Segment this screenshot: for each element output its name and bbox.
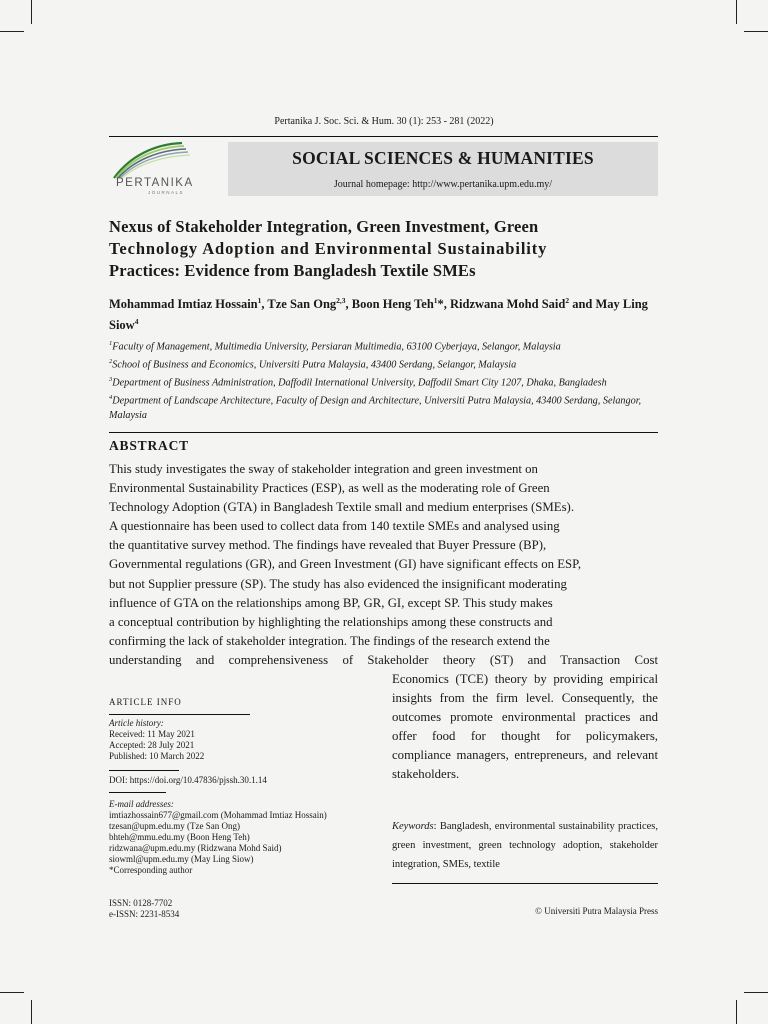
title-line: Technology Adoption and Environmental Sustainability xyxy=(109,239,548,258)
email-section xyxy=(109,799,359,876)
author-sup: 2 xyxy=(565,296,570,305)
swoosh-icon xyxy=(110,140,225,180)
affiliation-sup: 2 xyxy=(109,357,113,365)
doi-link[interactable]: DOI: https://doi.org/10.47836/pjssh.30.1.14 xyxy=(109,775,267,785)
abstract-line: but not Supplier pressure (SP). The study has also evidenced the insignificant moderating xyxy=(109,576,567,591)
article-info-heading: ARTICLE INFO xyxy=(109,697,182,707)
pertanika-logo xyxy=(110,140,225,196)
affiliation-item xyxy=(109,355,664,373)
crop-mark xyxy=(31,1000,32,1024)
crop-mark xyxy=(736,1000,737,1024)
author-sup: 2,3 xyxy=(336,296,346,305)
abstract-body xyxy=(109,460,658,670)
crop-mark xyxy=(31,0,32,24)
author-separator: , xyxy=(345,297,352,312)
affiliation-sup: 3 xyxy=(109,375,113,383)
copyright-notice: © Universiti Putra Malaysia Press xyxy=(535,906,658,916)
keywords-label: Keywords xyxy=(392,821,434,832)
abstract-line: A questionnaire has been used to collect data from 140 textile SMEs and analysed using xyxy=(109,519,560,534)
issn-block xyxy=(109,898,359,920)
title-line: Practices: Evidence from Bangladesh Textile SMEs xyxy=(109,261,476,280)
email-entry[interactable]: siowml@upm.edu.my (May Ling Siow) xyxy=(109,854,254,864)
author-separator: and xyxy=(569,297,596,312)
abstract-continuation: Economics (TCE) theory by providing empirical insights from the firm level. Consequently, the outcomes promote environmental practices and offer food for thought for policymakers, compliance managers, entrepreneurs, and relevant stakeholders. xyxy=(392,672,658,782)
email-label: E-mail addresses: xyxy=(109,799,174,809)
crop-mark xyxy=(736,0,737,24)
affiliation-text: Faculty of Management, Multimedia University, Persiaran Multimedia, 63100 Cyberjaya, Selangor, Malaysia xyxy=(112,341,561,353)
logo-text: PERTANIKA xyxy=(116,177,194,189)
author-name: Boon Heng Teh xyxy=(351,297,434,312)
divider xyxy=(109,136,658,137)
divider xyxy=(109,432,658,433)
corresponding-author-note: *Corresponding author xyxy=(109,865,193,875)
author-sup: 1 xyxy=(257,296,262,305)
divider xyxy=(109,792,166,793)
issn: ISSN: 0128-7702 xyxy=(109,898,173,908)
keywords-text: Bangladesh, environmental sustainability practices, green investment, green technology adoption, stakeholder integration, SMEs, textile xyxy=(392,821,658,870)
divider xyxy=(109,770,179,771)
author-name: Tze San Ong xyxy=(267,297,337,312)
affiliation-list xyxy=(109,337,664,423)
email-entry[interactable]: tzesan@upm.edu.my (Tze San Ong) xyxy=(109,821,241,831)
abstract-line: confirming the lack of stakeholder integration. The findings of the research extend the xyxy=(109,633,550,648)
author-name: Mohammad Imtiaz Hossain xyxy=(109,297,258,312)
abstract-heading: ABSTRACT xyxy=(109,438,189,453)
abstract-line: Technology Adoption (GTA) in Bangladesh Textile small and medium enterprises (SMEs). xyxy=(109,500,575,515)
email-entry[interactable]: bhteh@mmu.edu.my (Boon Heng Teh) xyxy=(109,832,250,842)
journal-reference: Pertanika J. Soc. Sci. & Hum. 30 (1): 253 - 281 (2022) xyxy=(274,116,494,127)
crop-mark xyxy=(744,992,768,993)
author-separator: , xyxy=(443,297,451,312)
affiliation-text: School of Business and Economics, Universiti Putra Malaysia, 43400 Serdang, Selangor, Malaysia xyxy=(112,359,517,371)
title-line: Nexus of Stakeholder Integration, Green Investment, Green xyxy=(109,217,539,236)
abstract-line: This study investigates the sway of stakeholder integration and green investment on xyxy=(109,462,538,476)
accepted-date: Accepted: 28 July 2021 xyxy=(109,740,195,750)
author-name: Ridzwana Mohd Said xyxy=(450,297,566,312)
banner-title: SOCIAL SCIENCES & HUMANITIES xyxy=(292,148,594,168)
journal-homepage-link[interactable]: Journal homepage: http://www.pertanika.upm.edu.my/ xyxy=(333,179,553,190)
affiliation-item xyxy=(109,391,664,423)
author-sup: 1 xyxy=(433,296,438,305)
affiliation-sup: 1 xyxy=(109,340,113,347)
published-date: Published: 10 March 2022 xyxy=(109,751,205,761)
keywords: Keywords: Bangladesh, environmental sustainability practices, green investment, green technology adoption, stakeholder integration, SMEs, textile xyxy=(392,821,658,870)
crop-mark xyxy=(0,992,24,993)
crop-mark xyxy=(0,31,24,32)
crop-mark xyxy=(744,31,768,32)
affiliation-sup: 4 xyxy=(109,393,113,401)
abstract-line: influence of GTA on the relationships among BP, GR, GI, except SP. This study makes xyxy=(109,595,553,610)
affiliation-item xyxy=(109,337,664,355)
history-label: Article history: xyxy=(109,718,164,728)
journal-banner xyxy=(228,142,658,196)
abstract-line: understanding and comprehensiveness of Stakeholder theory (ST) and Transaction Cost xyxy=(109,652,658,667)
divider xyxy=(109,714,250,715)
author-sup: 4 xyxy=(134,317,139,327)
email-entry[interactable]: imtiazhossain677@gmail.com (Mohammad Imtiaz Hossain) xyxy=(109,810,327,820)
author-list xyxy=(109,292,664,334)
author-name: May Ling Siow xyxy=(109,297,648,333)
abstract-line: a conceptual contribution by highlighting the relationships among these constructs and xyxy=(109,614,553,629)
logo-subtext: JOURNALS xyxy=(148,190,185,195)
author-separator: , xyxy=(261,297,268,312)
affiliation-text: Department of Business Administration, Daffodil International University, Daffodil Smart City 1207, Dhaka, Bangladesh xyxy=(112,377,607,389)
divider xyxy=(392,883,658,884)
corresponding-mark: * xyxy=(437,297,444,312)
affiliation-item xyxy=(109,373,664,391)
email-entry[interactable]: ridzwana@upm.edu.my (Ridzwana Mohd Said) xyxy=(109,843,282,853)
abstract-line: Environmental Sustainability Practices (ESP), as well as the moderating role of Green xyxy=(109,481,550,496)
affiliation-text: Department of Landscape Architecture, Faculty of Design and Architecture, Universiti Putra Malaysia, 43400 Serdang, Selangor, Malaysia xyxy=(109,395,642,421)
article-title xyxy=(109,216,669,282)
article-history xyxy=(109,718,359,762)
received-date: Received: 11 May 2021 xyxy=(109,729,195,739)
abstract-line: Governmental regulations (GR), and Green Investment (GI) have significant effects on ESP, xyxy=(109,557,582,572)
abstract-line: the quantitative survey method. The findings have revealed that Buyer Pressure (BP), xyxy=(109,538,547,553)
eissn: e-ISSN: 2231-8534 xyxy=(109,909,180,919)
